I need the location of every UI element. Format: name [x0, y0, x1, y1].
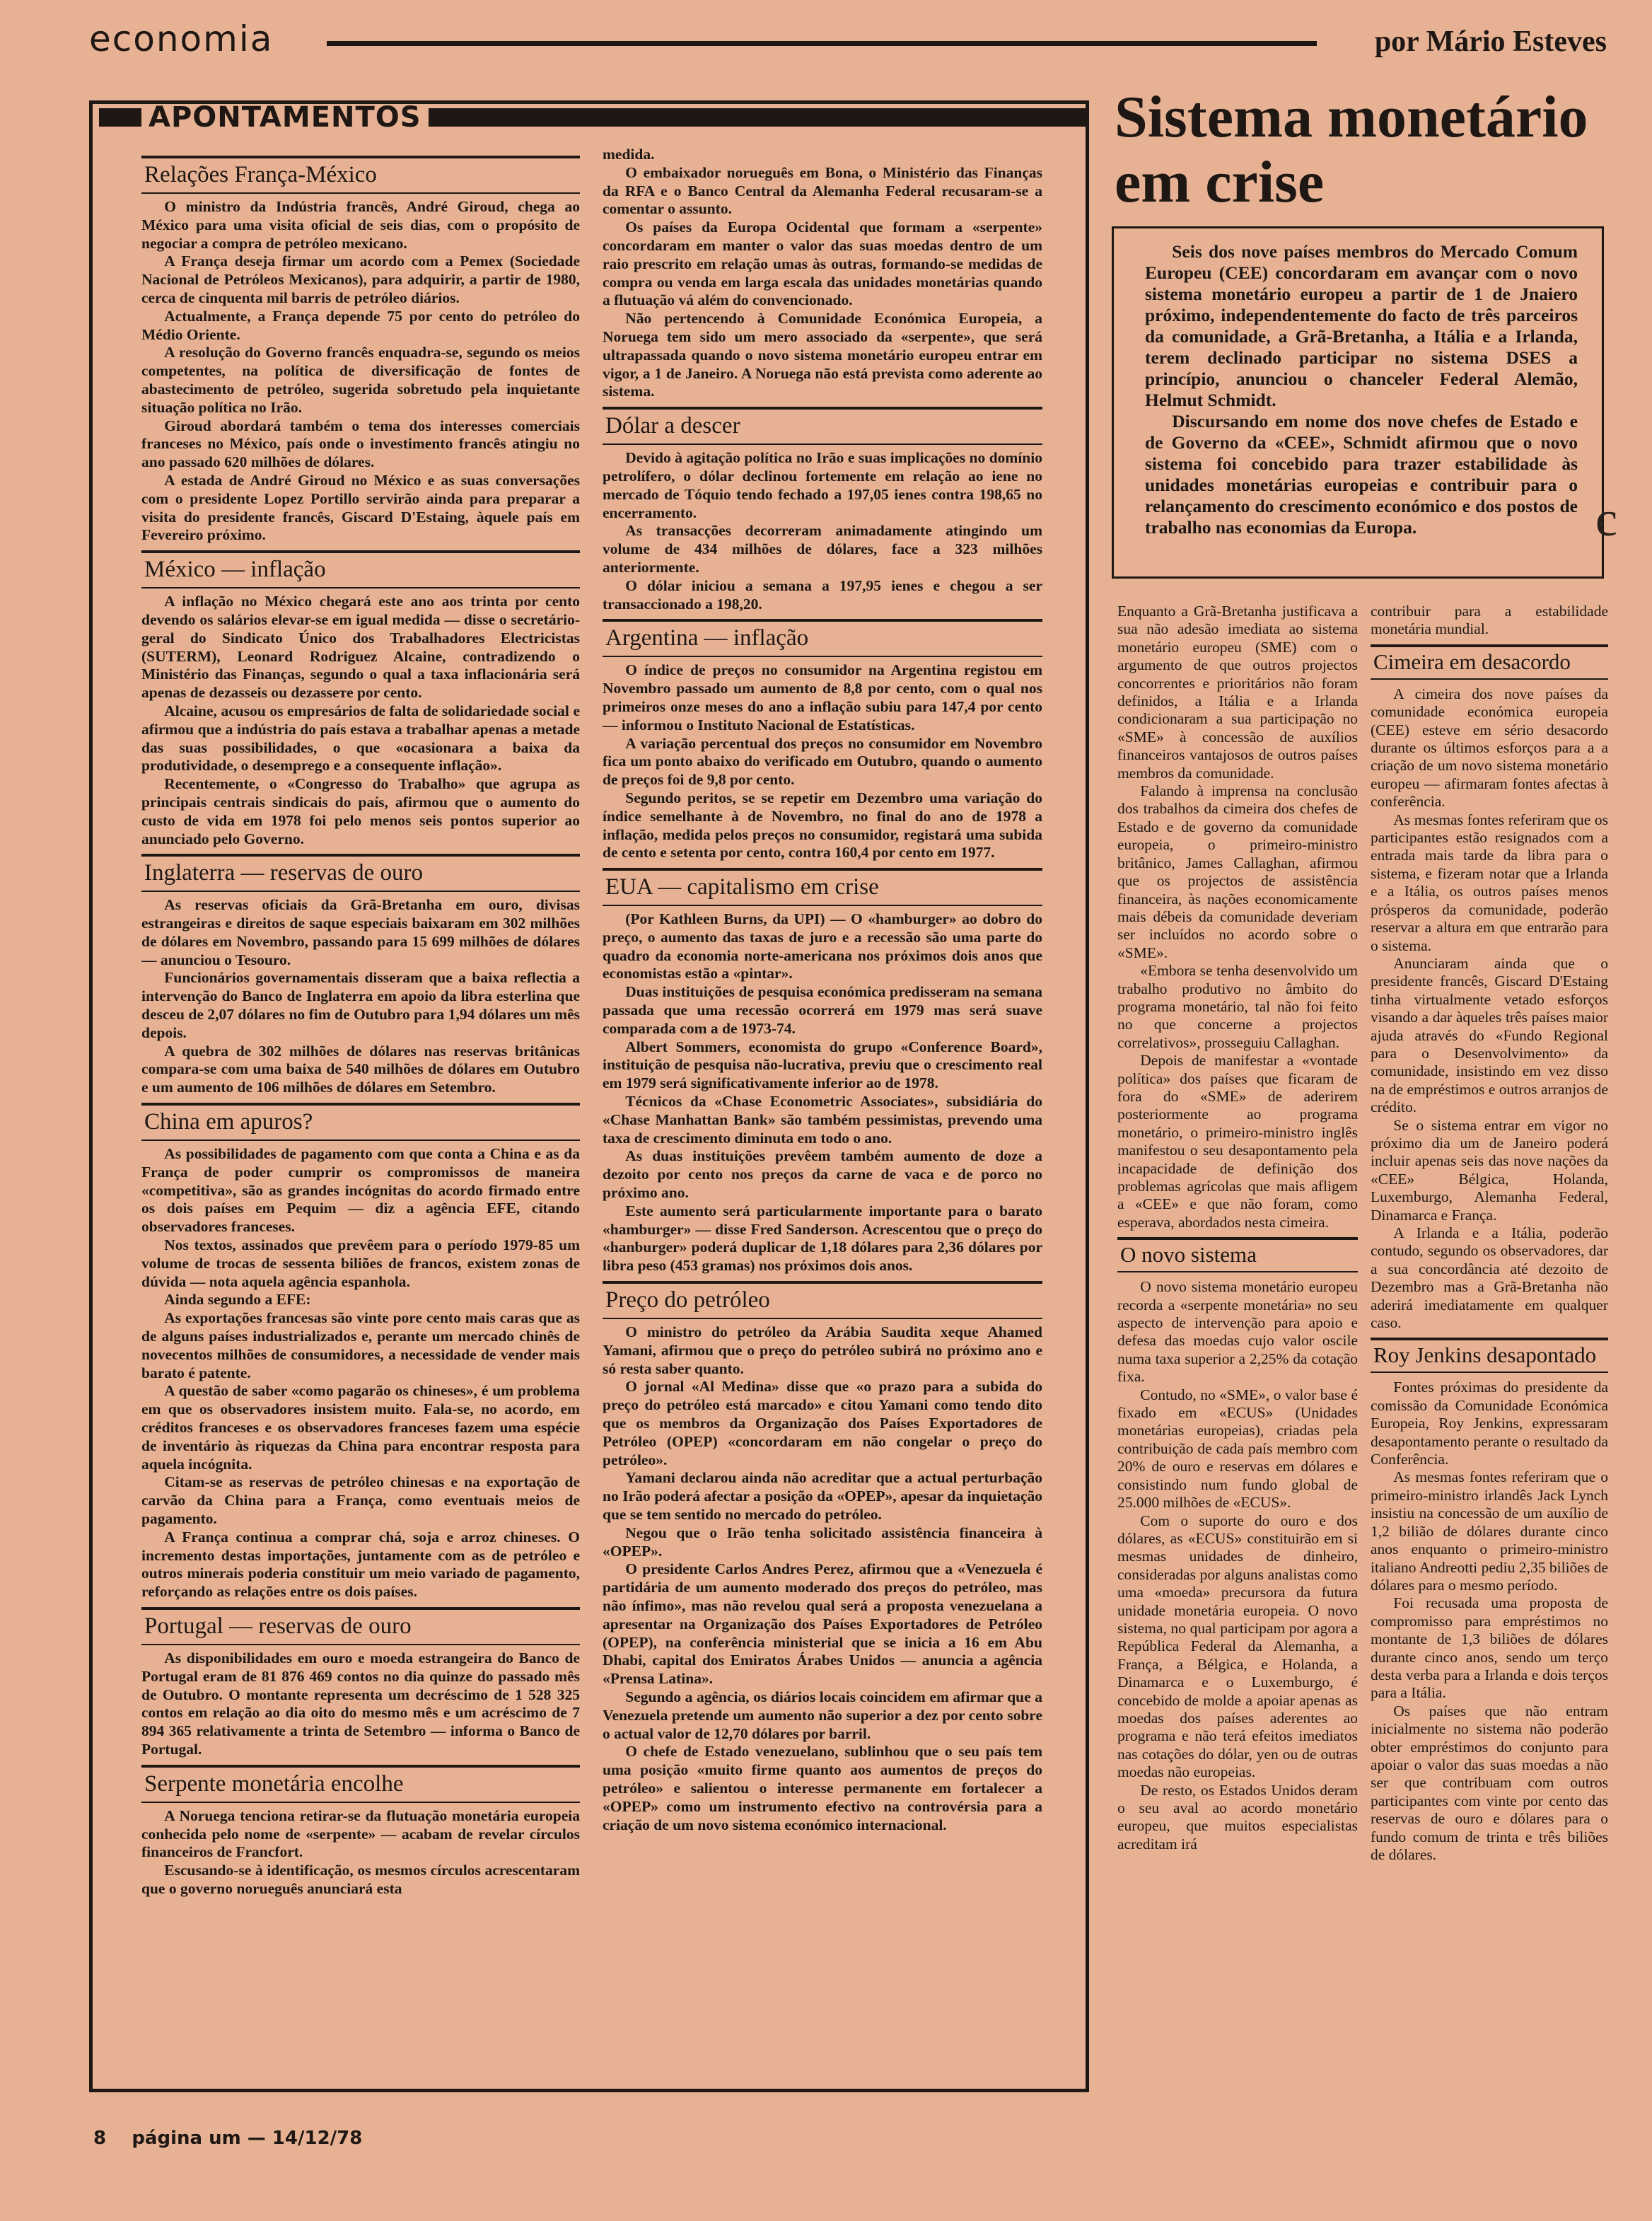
article-headline: Sistema monetário em crise: [1115, 84, 1588, 215]
article-paragraph: Depois de manifestar a «vontade política» dos países que ficaram de fora do «SME» de aderirem posteriormente ao programa monetário, o primeiro-ministro inglês manifestou o seu desapontamento pela incapacidade de definição dos problemas agrícolas que mais afligem a «CEE» e que não foram, como esperava, abordados nesta cimeira.: [1117, 1052, 1358, 1231]
apontamentos-title: APONTAMENTOS: [149, 101, 421, 134]
publication-line: página um — 14/12/78: [132, 2128, 363, 2149]
article-paragraph: Este aumento será particularmente importante para o barato «hamburger» — disse Fred Sanderson. Acrescentou que o preço do «hanburger» poderá duplicar de 1,18 dólares para 2,36 dólares por libra peso (453 gramas) nos próximos dois anos.: [603, 1202, 1042, 1275]
section-heading: Dólar a descer: [603, 407, 1042, 445]
article-paragraph: A Irlanda e a Itália, poderão contudo, segundo os observadores, dar a sua concordância até dezoito de Dezembro mas a Grã-Bretanha não aderirá imediatamente em qualquer caso.: [1371, 1224, 1608, 1332]
article-paragraph: Segundo a agência, os diários locais coincidem em afirmar que a Venezuela pretende um aumento não superior a dez por cento sobre o actual valor de 12,70 dólares por barril.: [603, 1688, 1042, 1742]
article-paragraph: Negou que o Irão tenha solicitado assistência financeira à «OPEP».: [603, 1524, 1042, 1560]
section-heading: Relações França-México: [141, 156, 580, 194]
section-heading: Preço do petróleo: [603, 1281, 1042, 1319]
article-paragraph: A estada de André Giroud no México e as suas conversações com o presidente Lopez Portillo servirão ainda para preparar a visita do presidente francês, Giscard D'Estaing, àquele país em Fevereiro próximo.: [141, 471, 580, 544]
article-paragraph: O presidente Carlos Andres Perez, afirmou que a «Venezuela é partidária de um aumento moderado dos preços do petróleo, mas não ínfimo», mas não revelou qual será a proposta venezuelana a apresentar na Organização dos Países Exportadores de Petróleo (OPEP), na conferência ministerial que se inicia a 16 em Abu Dhabi, capital dos Emiratos Árabes Unidos — anuncia a agência «Prensa Latina».: [603, 1560, 1042, 1688]
article-column-2: [1371, 603, 1608, 2116]
article-paragraph: Anunciaram ainda que o presidente francês, Giscard D'Estaing tinha virtualmente vetado esforços visando a dar àqueles três países maior ajuda através do «Fundo Regional para o Desenvolvimento» da comunidade, insistindo em vez disso na de empréstimos e outros arranjos de crédito.: [1371, 954, 1608, 1116]
article-paragraph: Segundo peritos, se se repetir em Dezembro uma variação do índice semelhante à de Novembro, no final do ano de 1978 a inflação, medida pelos preços no consumidor, registará uma subida de cento e setenta por cento, contra 160,4 por cento em 1977.: [603, 789, 1042, 862]
lead-paragraph: Seis dos nove países membros do Mercado Comum Europeu (CEE) concordaram em avançar com o novo sistema monetário europeu a partir de 1 de Jnaiero próximo, independentemente do facto de três parceiros da comunidade, a Grã-Bretanha, a Itália e a Irlanda, terem declinado participar no sistema DSES a princípio, anunciou o chanceler Federal Alemão, Helmut Schmidt.: [1145, 241, 1578, 410]
lead-paragraph: Discursando em nome dos nove chefes de Estado e de Governo da «CEE», Schmidt afirmou que o novo sistema foi concebido para trazer estabilidade às unidades monetárias europeias e contribuir para o relançamento do crescimento económico e dos postos de trabalho nas economias da Europa.: [1145, 411, 1578, 538]
article-paragraph: medida.: [603, 146, 655, 163]
article-paragraph: A cimeira dos nove países da comunidade económica europeia (CEE) esteve em sério desacordo durante os últimos esforços para a a criação de um novo sistema monetário europeu — afirmaram fontes afectas à conferência.: [1371, 685, 1608, 811]
article-paragraph: Técnicos da «Chase Econometric Associates», subsidiária do «Chase Manhattan Bank» são também pessimistas, prevendo uma taxa de crescimento diminuta em todo o ano.: [603, 1093, 1042, 1147]
article-paragraph: O ministro da Indústria francês, André Giroud, chega ao México para uma visita oficial de seis dias, com o propósito de negociar a compra de petróleo mexicano.: [141, 198, 580, 252]
article-paragraph: «Embora se tenha desenvolvido um trabalho produtivo no âmbito do programa monetário, tal não foi feito no que concerne a projectos correlativos», prosseguiu Callaghan.: [1117, 962, 1358, 1051]
article-paragraph: Duas instituições de pesquisa económica predisseram na semana passada que uma recessão ocorrerá em 1979 mas será suave comparada com a de 1973-74.: [603, 983, 1042, 1037]
article-paragraph: As reservas oficiais da Grã-Bretanha em ouro, divisas estrangeiras e direitos de saque especiais baixaram em 302 milhões de dólares em Novembro, passando para 15 699 milhões de dólares — anunciou o Tesouro.: [141, 896, 580, 968]
article-paragraph: Não pertencendo à Comunidade Económica Europeia, a Noruega tem sido um mero associado da «serpente», que será ultrapassada quando o novo sistema monetário europeu entrar em vigor, a 1 de Janeiro. A Noruega não está prevista como aderente ao sistema.: [603, 310, 1042, 400]
article-paragraph: Giroud abordará também o tema dos interesses comerciais franceses no México, país onde o investimento francês atingiu no ano passado 620 milhões de dólares.: [141, 417, 580, 471]
article-paragraph: Com o suporte do ouro e dos dólares, as «ECUS» constituirão em si mesmas unidades de dinheiro, consideradas por alguns analistas como uma «moeda» precursora da futura unidade monetária europeia. O novo sistema, no qual participam por agora a República Federal da Alemanha, a França, a Bélgica, e Holanda, a Dinamarca e o Luxemburgo, é concebido de molde a apoiar apenas as moedas dos países aderentes ao programa e não terá efeitos imediatos nas cotações do dólar, yen ou de outras moedas não europeias.: [1117, 1512, 1358, 1781]
apontamentos-banner: [99, 103, 1088, 132]
article-paragraph: Albert Sommers, economista do grupo «Conference Board», instituição de pesquisa não-lucrativa, previu que o crescimento real em 1979 será significativamente inferior ao de 1978.: [603, 1038, 1042, 1092]
section-heading: Serpente monetária encolhe: [141, 1765, 580, 1803]
article-paragraph: Fontes próximas do presidente da comissão da Comunidade Económica Europeia, Roy Jenkins, expressaram desapontamento perante o resultado da Conferência.: [1371, 1379, 1608, 1468]
article-paragraph: Foi recusada uma proposta de compromisso para empréstimos no montante de 1,3 biliões de dólares durante cinco anos, sendo um terço desta verba para a Irlanda e dois terços para a Itália.: [1371, 1594, 1608, 1702]
article-paragraph: A França continua a comprar chá, soja e arroz chineses. O incremento destas importações, juntamente com as de petróleo e outros minerais poderia constituir um meio variado de pagamento, reforçando as relações entre os dois países.: [141, 1528, 580, 1601]
article-paragraph: O jornal «Al Medina» disse que «o prazo para a subida do preço do petróleo está marcado» e citou Yamani como tendo dito que os membros da Organização dos Países Exportadores de Petróleo (OPEP) «concordaram em não congelar o preço do petróleo».: [603, 1378, 1042, 1468]
article-paragraph: Funcionários governamentais disseram que a baixa reflectia a intervenção do Banco de Inglaterra em apoio da libra esterlina que desceu de 2,07 dólares no fim de Outubro para 1,94 dólares um mês depois.: [141, 969, 580, 1041]
article-paragraph: A quebra de 302 milhões de dólares nas reservas britânicas compara-se com uma baixa de 540 milhões de dólares em Outubro e um aumento de 106 milhões de dólares em Setembro.: [141, 1042, 580, 1096]
article-paragraph: As duas instituições prevêem também aumento de doze a dezoito por cento nos preços da carne de vaca e de porco no próximo ano.: [603, 1147, 1042, 1202]
article-paragraph: O novo sistema monetário europeu recorda a «serpente monetária» no seu aspecto de intervenção para apoio e defesa das moedas cujo valor oscile numa taxa superior a 2,25% da cotação fixa.: [1117, 1278, 1358, 1386]
article-paragraph: Enquanto a Grã-Bretanha justificava a sua não adesão imediata ao sistema monetário europeu (SME) com o argumento de que outros projectos concorrentes e prioritários não foram definidos, a Itália e a Irlanda condicionaram a sua participação no «SME» à concessão de auxílios financeiros vantajosos de outros países membros da comunidade.: [1117, 603, 1358, 782]
article-paragraph: Devido à agitação política no Irão e suas implicações no domínio petrolífero, o dólar declinou fortemente em relação ao iene no mercado de Tóquio tendo fechado a 197,05 ienes contra 198,65 no encerramento.: [603, 449, 1042, 521]
article-paragraph: A França deseja firmar um acordo com a Pemex (Sociedade Nacional de Petróleos Mexicanos), para adquirir, a partir de 1980, cerca de cinquenta mil barris de petróleo diários.: [141, 253, 580, 306]
section-heading: China em apuros?: [141, 1103, 580, 1141]
banner-bar-right: [429, 108, 1088, 127]
article-paragraph: Escusando-se à identificação, os mesmos círculos acrescentaram que o governo norueguês anunciará esta: [141, 1862, 580, 1897]
article-paragraph: (Por Kathleen Burns, da UPI) — O «hamburger» ao dobro do preço, o aumento das taxas de juro e a recessão são uma parte do quadro da economia norte-americana nos próximos dois anos que economistas estão a «pintar».: [603, 910, 1042, 982]
article-paragraph: Falando à imprensa na conclusão dos trabalhos da cimeira dos chefes de Estado e de governo da comunidade europeia, o primeiro-ministro britânico, James Callaghan, afirmou que os projectos de assistência financeira, às nações economicamente mais débeis da comunidade deveriam ser incluídos no acordo sobre o «SME».: [1117, 782, 1358, 961]
article-paragraph: Alcaine, acusou os empresários de falta de solidariedade social e afirmou que a indústria do país estava a trabalhar apenas a metade das suas possibilidades, o que «ocasionara a baixa da produtividade, o desemprego e a consequente inflação».: [141, 702, 580, 775]
article-paragraph: Se o sistema entrar em vigor no próximo dia um de Janeiro poderá incluir apenas seis das nove nações da «CEE» Bélgica, Holanda, Luxemburgo, Alemanha Federal, Dinamarca e França.: [1371, 1116, 1608, 1224]
article-paragraph: De resto, os Estados Unidos deram o seu aval ao acordo monetário europeu, que muitos especialistas acreditam irá: [1117, 1781, 1358, 1852]
article-paragraph: Os países da Europa Ocidental que formam a «serpente» concordaram em manter o valor das suas moedas dentro de um raio prescrito em relação umas às outras, formando-se medidas de compra ou venda em larga escala das unidades monetárias quando a flutuação vá além do convencionado.: [603, 219, 1042, 309]
section-heading: EUA — capitalismo em crise: [603, 868, 1042, 906]
article-paragraph: A variação percentual dos preços no consumidor em Novembro fica um ponto abaixo do verificado em Outubro, quando o aumento de preços foi de 9,8 por cento.: [603, 734, 1042, 789]
article-paragraph: Actualmente, a França depende 75 por cento do petróleo do Médio Oriente.: [141, 307, 580, 343]
article-paragraph: O ministro do petróleo da Arábia Saudita xeque Ahamed Yamani, afirmou que o preço do petróleo subirá no próximo ano e só resta saber quanto.: [603, 1323, 1042, 1377]
apontamentos-column-2: [603, 146, 1042, 2098]
article-paragraph: Recentemente, o «Congresso do Trabalho» que agrupa as principais centrais sindicais do país, afirmou que o aumento do custo de vida em 1978 foi pelo menos seis pontos superior ao anunciado pelo Governo.: [141, 775, 580, 847]
article-paragraph: As mesmas fontes referiram que os participantes estão resignados com a entrada mais tarde da libra para o sistema, e fizeram notar que a Irlanda e a Itália, os outros países menos prósperos da comunidade, poderão reservar a altura em que entrarão para o sistema.: [1371, 811, 1608, 954]
article-paragraph: Contudo, no «SME», o valor base é fixado em «ECUS» (Unidades monetárias europeias), criadas pela contribuição de cada país membro com 20% de ouro e reservas em dólares e consistindo num fundo global de 25.000 milhões de «ECUS».: [1117, 1386, 1358, 1512]
article-paragraph: A Noruega tenciona retirar-se da flutuação monetária europeia conhecida pelo nome de «serpente» — acabam de revelar círculos financeiros de Francfort.: [141, 1807, 580, 1861]
section-heading: Portugal — reservas de ouro: [141, 1607, 580, 1645]
section-title: economia: [89, 18, 274, 59]
section-heading: México — inflação: [141, 550, 580, 588]
article-paragraph: As disponibilidades em ouro e moeda estrangeira do Banco de Portugal eram de 81 876 469 contos no dia quinze do passado mês de Outubro. O montante representa um decréscimo de 1 528 325 contos em relação ao dia oito do mesmo mês e um acréscimo de 7 894 365 relativamente a trinta de Setembro — informa o Banco de Portugal.: [141, 1649, 580, 1758]
section-heading: O novo sistema: [1117, 1237, 1358, 1272]
article-paragraph: A resolução do Governo francês enquadra-se, segundo os meios competentes, na política de diversificação de fontes de abastecimento de petróleo, sugerida sobretudo pela inquietante situação política no Irão.: [141, 344, 580, 416]
article-column-1: [1117, 603, 1358, 2116]
section-heading: Cimeira em desacordo: [1371, 644, 1608, 680]
article-paragraph: A inflação no México chegará este ano aos trinta por cento devendo os salários elevar-se em igual medida — disse o secretário-geral do Sindicato Único dos Trabalhadores Electricistas (SUTERM), Leonard Rodriguez Alcaine, contradizendo o Ministério das Finanças, segundo o qual a taxa inflacionária será apenas de dezasseis ou dezasseте por cento.: [141, 593, 580, 702]
header-rule: [327, 41, 1317, 46]
article-paragraph: O índice de preços no consumidor na Argentina registou em Novembro passado um aumento de 8,8 por cento, com o qual nos primeiros onze meses do ano a inflação subiu para 147,4 por cento — informou o Instituto Nacional de Estatísticas.: [603, 661, 1042, 733]
article-paragraph: As transacções decorreram animadamente atingindo um volume de 434 milhões de dólares, face a 323 milhões anteriormente.: [603, 522, 1042, 576]
section-heading: Argentina — inflação: [603, 619, 1042, 657]
byline: por Mário Esteves: [1374, 25, 1607, 58]
article-lead-box: [1112, 226, 1604, 579]
article-paragraph: contribuir para a estabilidade monetária mundial.: [1371, 603, 1608, 638]
article-paragraph: Ainda segundo a EFE:: [164, 1291, 311, 1309]
page-number: 8: [93, 2128, 107, 2149]
article-paragraph: As exportações francesas são vinte pore cento mais caras que as de alguns países industrializados e, perante um mercado chinês de novecentos milhões de consumidores, a necessidade de vender mais barato é patente.: [141, 1309, 580, 1381]
article-paragraph: O chefe de Estado venezuelano, sublinhou que o seu país tem uma posição «muito firme quanto aos aumentos de preços do petróleo» e salientou o interesse permanente em fortalecer a «OPEP» como um instrumento efectivo na controvérsia para a criação de um novo sistema económico internacional.: [603, 1743, 1042, 1833]
apontamentos-column-1: [141, 150, 580, 2088]
article-paragraph: As mesmas fontes referiram que o primeiro-ministro irlandês Jack Lynch insistiu na concessão de um auxílio de 1,2 bilião de dólares durante cinco anos enquanto o primeiro-ministro italiano Andreotti pediu 2,35 biliões de dólares para o mesmo período.: [1371, 1468, 1608, 1594]
article-paragraph: Citam-se as reservas de petróleo chinesas e na exportação de carvão da China para a França, como eventuais meios de pagamento.: [141, 1473, 580, 1527]
article-paragraph: Os países que não entram inicialmente no sistema não poderão obter empréstimos do conjunto para apoiar o valor das suas moedas a não ser que contribuam com outros participantes com vinte por cento das reservas de ouro e dólares para o fundo comum de trinta e três biliões de dólares.: [1371, 1702, 1608, 1863]
page-footer: [93, 2129, 362, 2147]
article-paragraph: A questão de saber «como pagarão os chineses», é um problema em que os observadores insistem muito. Fala-se, no acordo, em créditos franceses e os observadores franceses fazem uma espécie de inventário às riquezas da China para encontrar resposta para aquela incógnita.: [141, 1382, 580, 1473]
section-heading: Roy Jenkins desapontado: [1371, 1338, 1608, 1373]
article-paragraph: Yamani declarou ainda não acreditar que a actual perturbação no Irão poderá afectar a posição da «OPEP», apesar da inquietação que se tem sentido no mercado do petróleo.: [603, 1469, 1042, 1523]
article-paragraph: O embaixador norueguês em Bona, o Ministério das Finanças da RFA e o Banco Central da Alemanha Federal recusaram-se a comentar o assunto.: [603, 163, 1042, 218]
banner-bar-left: [99, 108, 141, 127]
article-paragraph: As possibilidades de pagamento com que conta a China e as da França de poder cumprir os compromissos de maneira «competitiva», são as grandes incógnitas do acordo firmado entre os dois países em Pequim — diz a agência EFE, citando observadores franceses.: [141, 1145, 580, 1236]
article-paragraph: Nos textos, assinados que prevêem para o período 1979-85 um volume de trocas de sessenta biliões de francos, existem zonas de dúvida — nota aquela agência espanhola.: [141, 1236, 580, 1290]
margin-mark: c: [1595, 492, 1618, 547]
section-heading: Inglaterra — reservas de ouro: [141, 854, 580, 892]
article-paragraph: O dólar iniciou a semana a 197,95 ienes e chegou a ser transaccionado a 198,20.: [603, 576, 1042, 613]
